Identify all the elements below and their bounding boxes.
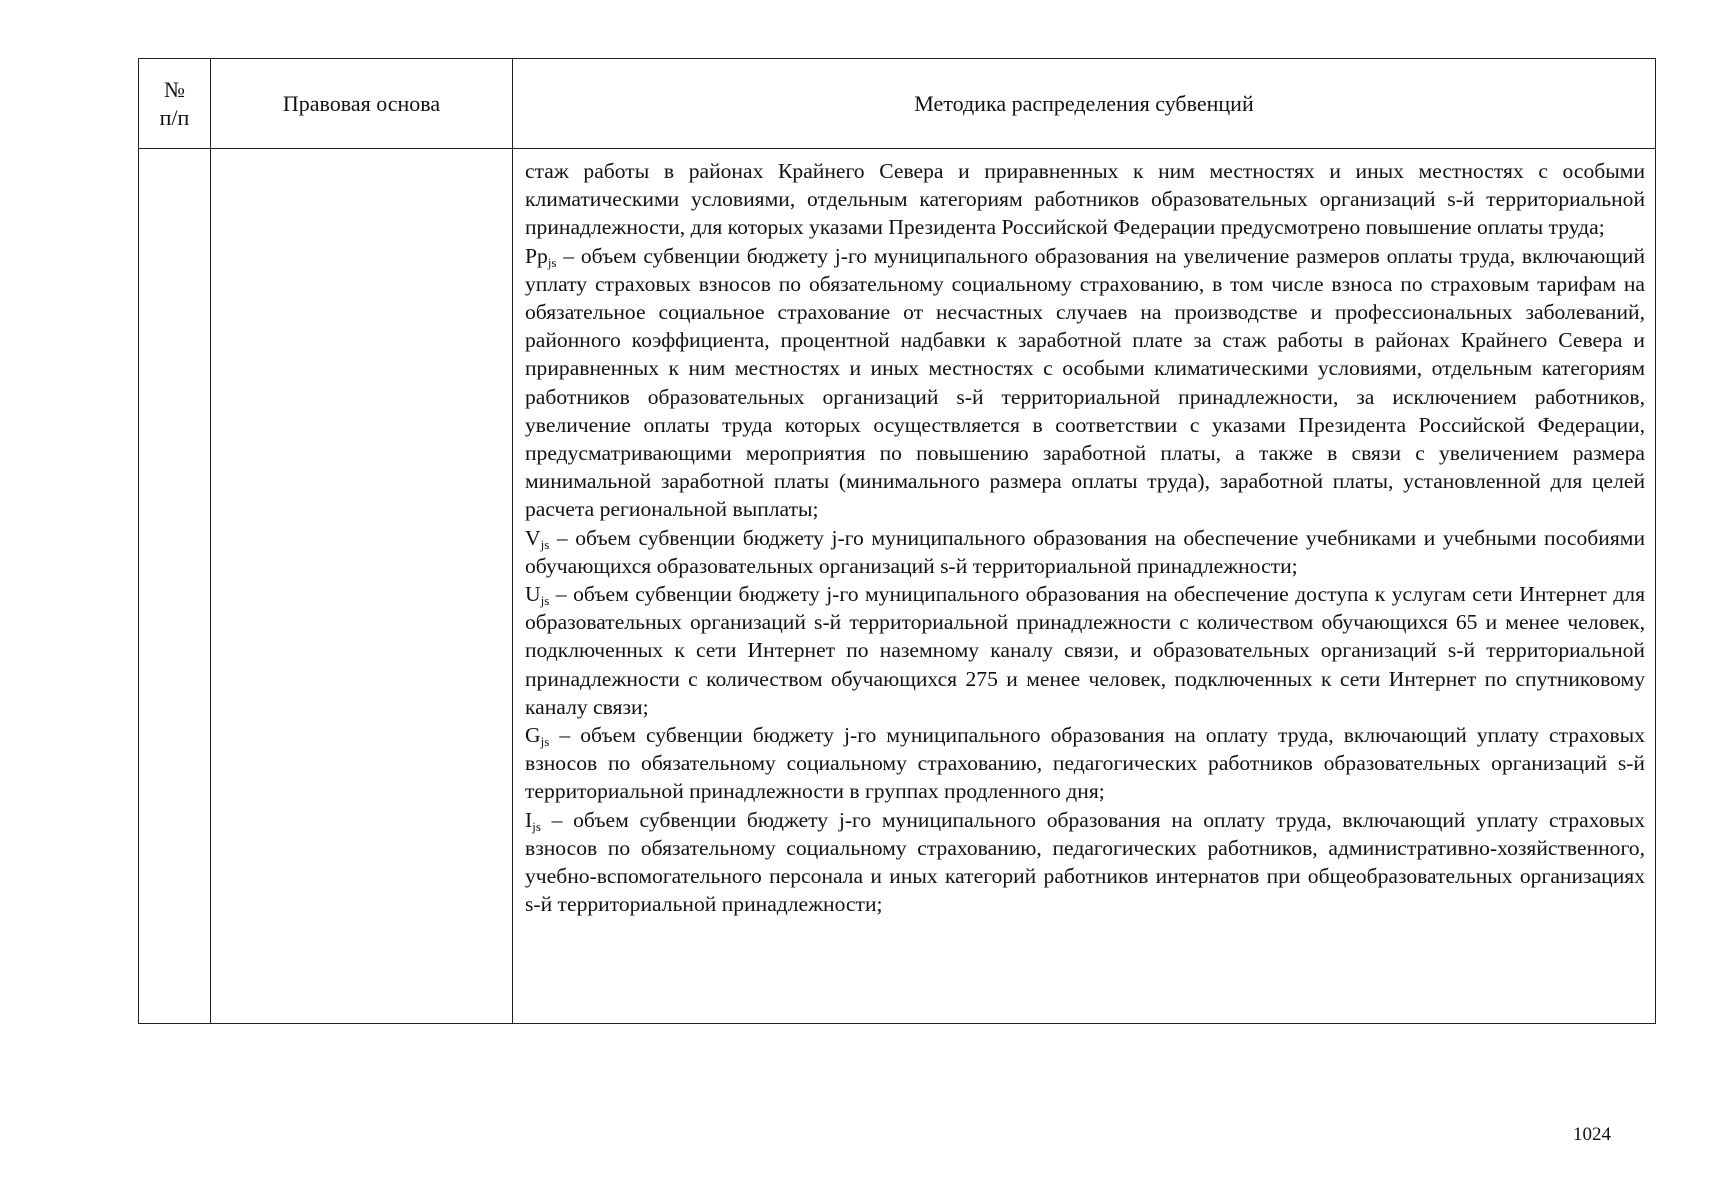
formula-subscript: js	[540, 593, 550, 609]
paragraph-text: – объем субвенции бюджету j-го муниципального образования на обеспечение доступа к услугам сети Интернет для образовательных организаций s-й территориальной принадлежности с количеством обучающихся 65 и менее человек, подключенных к сети Интернет по наземному каналу связи, и образовательных организаций s-й территориальной принадлежности с количеством обучающихся 275 и менее человек, подключенных к сети Интернет по спутниковому каналу связи;	[525, 582, 1645, 719]
header-number-sign: №	[164, 77, 185, 102]
table-row	[139, 149, 1656, 1024]
formula-symbol: V	[525, 525, 541, 550]
header-number-abbrev: п/п	[159, 104, 190, 130]
methodology-text	[525, 157, 1645, 918]
formula-symbol: I	[525, 807, 533, 832]
paragraph-text: стаж работы в районах Крайнего Севера и приравненных к ним местностях и иных местностях с особыми климатическими условиями, отдельным категориям работников образовательных организаций s-й территориальной принадлежности, для которых указами Президента Российской Федерации предусмотрено повышение оплаты труда;	[525, 159, 1645, 240]
formula-subscript: js	[547, 254, 557, 270]
paragraph-i	[525, 806, 1645, 919]
cell-legal-basis	[211, 149, 513, 1024]
header-methodology: Методика распределения субвенций	[513, 59, 1656, 149]
formula-subscript: js	[540, 734, 550, 750]
cell-number	[139, 149, 211, 1024]
formula-symbol: U	[525, 582, 541, 607]
header-number	[139, 59, 211, 149]
cell-methodology	[513, 149, 1656, 1024]
formula-subscript: js	[532, 818, 541, 834]
paragraph-text: – объем субвенции бюджету j-го муниципального образования на оплату труда, включающий уплату страховых взносов по обязательному социальному страхованию, педагогических работников, административно-хозяйственного, учебно-вспомогательного персонала и иных категорий работников интернатов при общеобразовательных организациях s-й территориальной принадлежности;	[525, 807, 1645, 917]
header-legal-basis: Правовая основа	[211, 59, 513, 149]
paragraph-v	[525, 524, 1645, 580]
paragraph-continuation	[525, 157, 1645, 242]
methodology-table	[138, 58, 1656, 1024]
page-number: 1024	[1573, 1124, 1611, 1145]
paragraph-text: – объем субвенции бюджету j-го муниципального образования на обеспечение учебниками и учебными пособиями обучающихся образовательных организаций s-й территориальной принадлежности;	[525, 525, 1645, 578]
paragraph-pp	[525, 242, 1645, 524]
paragraph-u	[525, 580, 1645, 721]
paragraph-text: – объем субвенции бюджету j-го муниципального образования на оплату труда, включающий уплату страховых взносов по обязательному социальному страхованию, педагогических работников образовательных организаций s-й территориальной принадлежности в группах продленного дня;	[525, 723, 1645, 804]
formula-symbol: G	[525, 723, 541, 748]
paragraph-text: – объем субвенции бюджету j-го муниципального образования на увеличение размеров оплаты труда, включающий уплату страховых взносов по обязательному социальному страхованию, в том числе взноса по страховым тарифам на обязательное социальное страхование от несчастных случаев на производстве и профессиональных заболеваний, районного коэффициента, процентной надбавки к заработной плате за стаж работы в районах Крайнего Севера и приравненных к ним местностях и иных местностях с особыми климатическими условиями, отдельным категориям работников образовательных организаций s-й территориальной принадлежности, за исключением работников, увеличение оплаты труда которых осуществляется в соответствии с указами Президента Российской Федерации, предусматривающими мероприятия по повышению заработной платы, а также в связи с увеличением размера минимальной заработной платы (минимального размера оплаты труда), заработной платы, установленной для целей расчета региональной выплаты;	[525, 243, 1645, 522]
paragraph-g	[525, 721, 1645, 806]
formula-subscript: js	[540, 536, 550, 552]
formula-symbol: Pp	[525, 243, 548, 268]
table-header-row	[139, 59, 1656, 149]
